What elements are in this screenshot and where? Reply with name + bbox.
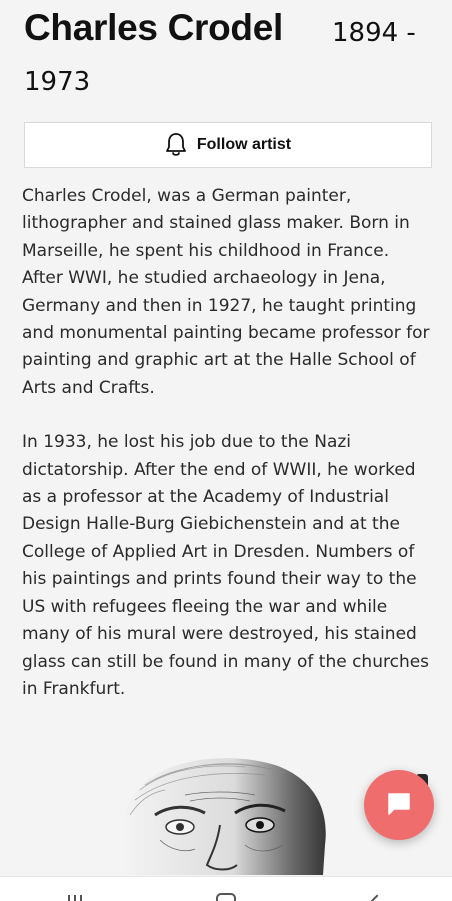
follow-artist-label: Follow artist (196, 136, 292, 153)
system-navigation-bar (0, 876, 452, 901)
artist-years-end: 1973 (24, 67, 91, 97)
artist-years-start: 1894 - (332, 18, 416, 48)
bell-icon (165, 132, 187, 158)
follow-artist-button[interactable] (24, 122, 432, 168)
chat-bubble-icon (386, 790, 412, 820)
back-icon (368, 895, 385, 901)
artist-name: Charles Crodel (24, 7, 283, 48)
bio-paragraph: Charles Crodel, was a German painter, lithographer and stained glass maker. Born in Marseille, he spent his childhood in France. After WWI, he studied archaeology in Jena, Germany and then in 1927, he taught printing and monumental painting became professor for painting and graphic art at the Halle School of Arts and Crafts. (22, 186, 430, 398)
artist-biography (22, 183, 434, 703)
back-button[interactable] (357, 881, 397, 901)
recents-icon (68, 895, 82, 901)
artist-portrait-image (95, 745, 350, 875)
home-button[interactable] (206, 881, 246, 901)
chat-button[interactable] (364, 770, 434, 840)
bio-paragraph: In 1933, he lost his job due to the Nazi dictatorship. After the end of WWII, he worked as a professor at the Academy of Industrial Design Halle-Burg Giebichenstein and at the College of Applied Art in Dresden. Numbers of his paintings and prints found their way to the US with refugees fleeing the war and while many of his mural were destroyed, his stained glass can still be found in many of the churches in Frankfurt. (22, 432, 430, 699)
recents-button[interactable] (55, 881, 95, 901)
